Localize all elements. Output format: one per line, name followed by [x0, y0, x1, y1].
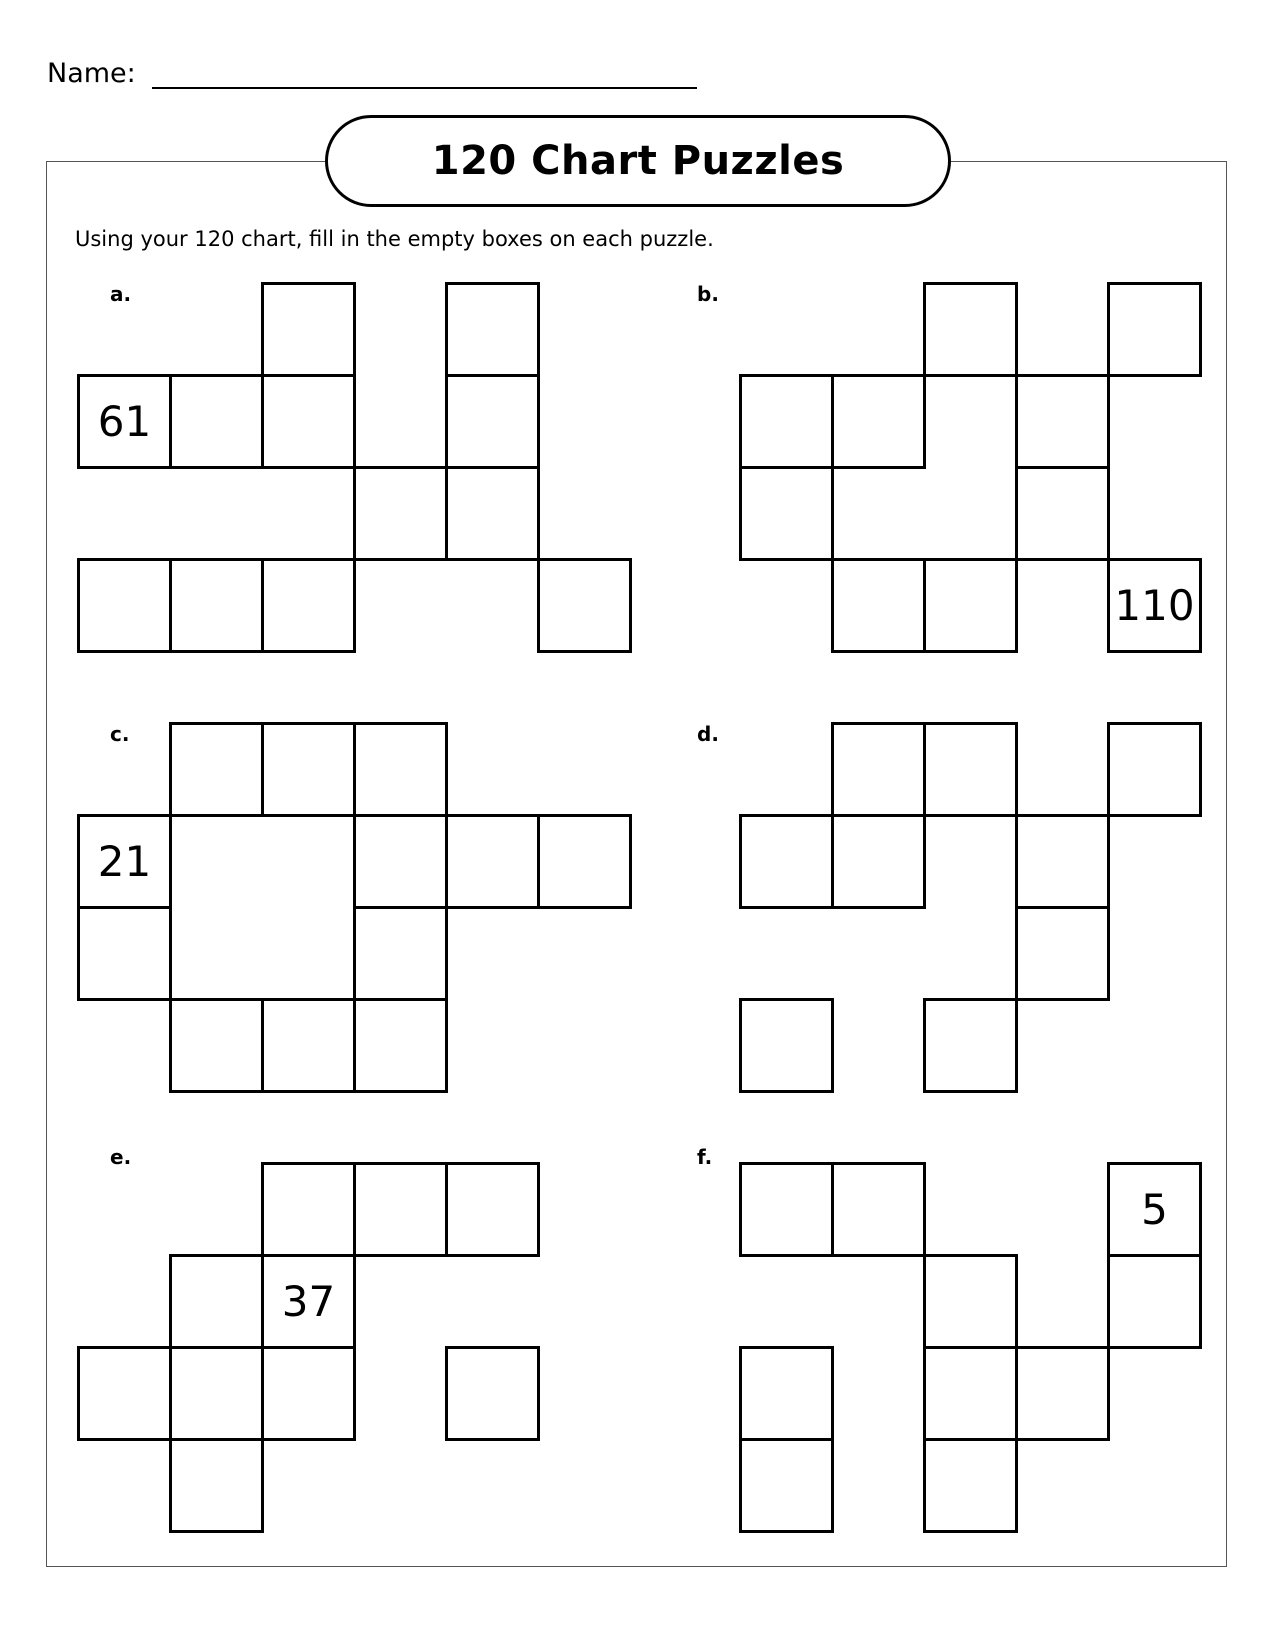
name-line[interactable]: [152, 87, 697, 89]
empty-answer-cell[interactable]: [831, 558, 926, 653]
puzzle-label-e: e.: [110, 1145, 132, 1169]
puzzle-label-c: c.: [110, 722, 130, 746]
puzzle-d: [739, 722, 1275, 1102]
empty-answer-cell[interactable]: [739, 466, 834, 561]
name-label: Name:: [47, 58, 136, 89]
empty-answer-cell[interactable]: [169, 374, 264, 469]
empty-answer-cell[interactable]: [923, 558, 1018, 653]
empty-answer-cell[interactable]: [1015, 906, 1110, 1001]
title-pill: [325, 115, 951, 207]
empty-answer-cell[interactable]: [169, 1438, 264, 1533]
empty-answer-cell[interactable]: [261, 282, 356, 377]
empty-answer-cell[interactable]: [739, 998, 834, 1093]
given-number-cell: 37: [261, 1254, 356, 1349]
empty-answer-cell[interactable]: [77, 906, 172, 1001]
puzzle-label-d: d.: [697, 722, 719, 746]
empty-answer-cell[interactable]: [169, 998, 264, 1093]
empty-answer-cell[interactable]: [77, 558, 172, 653]
empty-answer-cell[interactable]: [353, 998, 448, 1093]
empty-answer-cell[interactable]: [261, 1162, 356, 1257]
empty-answer-cell[interactable]: [923, 1254, 1018, 1349]
empty-answer-cell[interactable]: [261, 998, 356, 1093]
empty-answer-cell[interactable]: [831, 722, 926, 817]
puzzle-a: [77, 282, 637, 662]
empty-answer-cell[interactable]: [923, 1346, 1018, 1441]
puzzle-label-a: a.: [110, 282, 132, 306]
puzzle-f: [739, 1162, 1275, 1542]
puzzle-b: [739, 282, 1275, 662]
empty-answer-cell[interactable]: [923, 282, 1018, 377]
page-title: 120 Chart Puzzles: [431, 138, 845, 184]
empty-answer-cell[interactable]: [1015, 1346, 1110, 1441]
empty-answer-cell[interactable]: [739, 374, 834, 469]
empty-answer-cell[interactable]: [353, 906, 448, 1001]
empty-answer-cell[interactable]: [353, 1162, 448, 1257]
empty-answer-cell[interactable]: [537, 558, 632, 653]
empty-answer-cell[interactable]: [169, 1346, 264, 1441]
empty-answer-cell[interactable]: [1015, 466, 1110, 561]
empty-answer-cell[interactable]: [739, 1346, 834, 1441]
empty-answer-cell[interactable]: [261, 558, 356, 653]
empty-answer-cell[interactable]: [831, 814, 926, 909]
empty-answer-cell[interactable]: [445, 282, 540, 377]
empty-answer-cell[interactable]: [923, 998, 1018, 1093]
empty-answer-cell[interactable]: [923, 1438, 1018, 1533]
empty-answer-cell[interactable]: [261, 722, 356, 817]
empty-answer-cell[interactable]: [169, 1254, 264, 1349]
empty-answer-cell[interactable]: [831, 374, 926, 469]
empty-answer-cell[interactable]: [261, 1346, 356, 1441]
instructions: Using your 120 chart, fill in the empty boxes on each puzzle.: [75, 227, 714, 251]
empty-answer-cell[interactable]: [353, 722, 448, 817]
empty-answer-cell[interactable]: [445, 814, 540, 909]
given-number-cell: 5: [1107, 1162, 1202, 1257]
puzzle-label-b: b.: [697, 282, 719, 306]
empty-answer-cell[interactable]: [77, 1346, 172, 1441]
puzzle-label-f: f.: [697, 1145, 713, 1169]
empty-answer-cell[interactable]: [169, 558, 264, 653]
given-number-cell: 61: [77, 374, 172, 469]
empty-answer-cell[interactable]: [1107, 1254, 1202, 1349]
empty-answer-cell[interactable]: [831, 1162, 926, 1257]
empty-answer-cell[interactable]: [537, 814, 632, 909]
empty-answer-cell[interactable]: [1015, 814, 1110, 909]
empty-answer-cell[interactable]: [353, 466, 448, 561]
empty-answer-cell[interactable]: [1015, 374, 1110, 469]
puzzle-c: [77, 722, 637, 1102]
empty-answer-cell[interactable]: [739, 1438, 834, 1533]
empty-answer-cell[interactable]: [445, 1162, 540, 1257]
empty-answer-cell[interactable]: [1107, 282, 1202, 377]
empty-answer-cell[interactable]: [739, 814, 834, 909]
empty-answer-cell[interactable]: [445, 374, 540, 469]
empty-answer-cell[interactable]: [445, 1346, 540, 1441]
empty-answer-cell[interactable]: [261, 374, 356, 469]
empty-answer-cell[interactable]: [169, 722, 264, 817]
empty-answer-cell[interactable]: [353, 814, 448, 909]
puzzle-e: [77, 1162, 637, 1542]
empty-answer-cell[interactable]: [1107, 722, 1202, 817]
empty-answer-cell[interactable]: [923, 722, 1018, 817]
given-number-cell: 110: [1107, 558, 1202, 653]
given-number-cell: 21: [77, 814, 172, 909]
empty-answer-cell[interactable]: [445, 466, 540, 561]
empty-answer-cell[interactable]: [739, 1162, 834, 1257]
